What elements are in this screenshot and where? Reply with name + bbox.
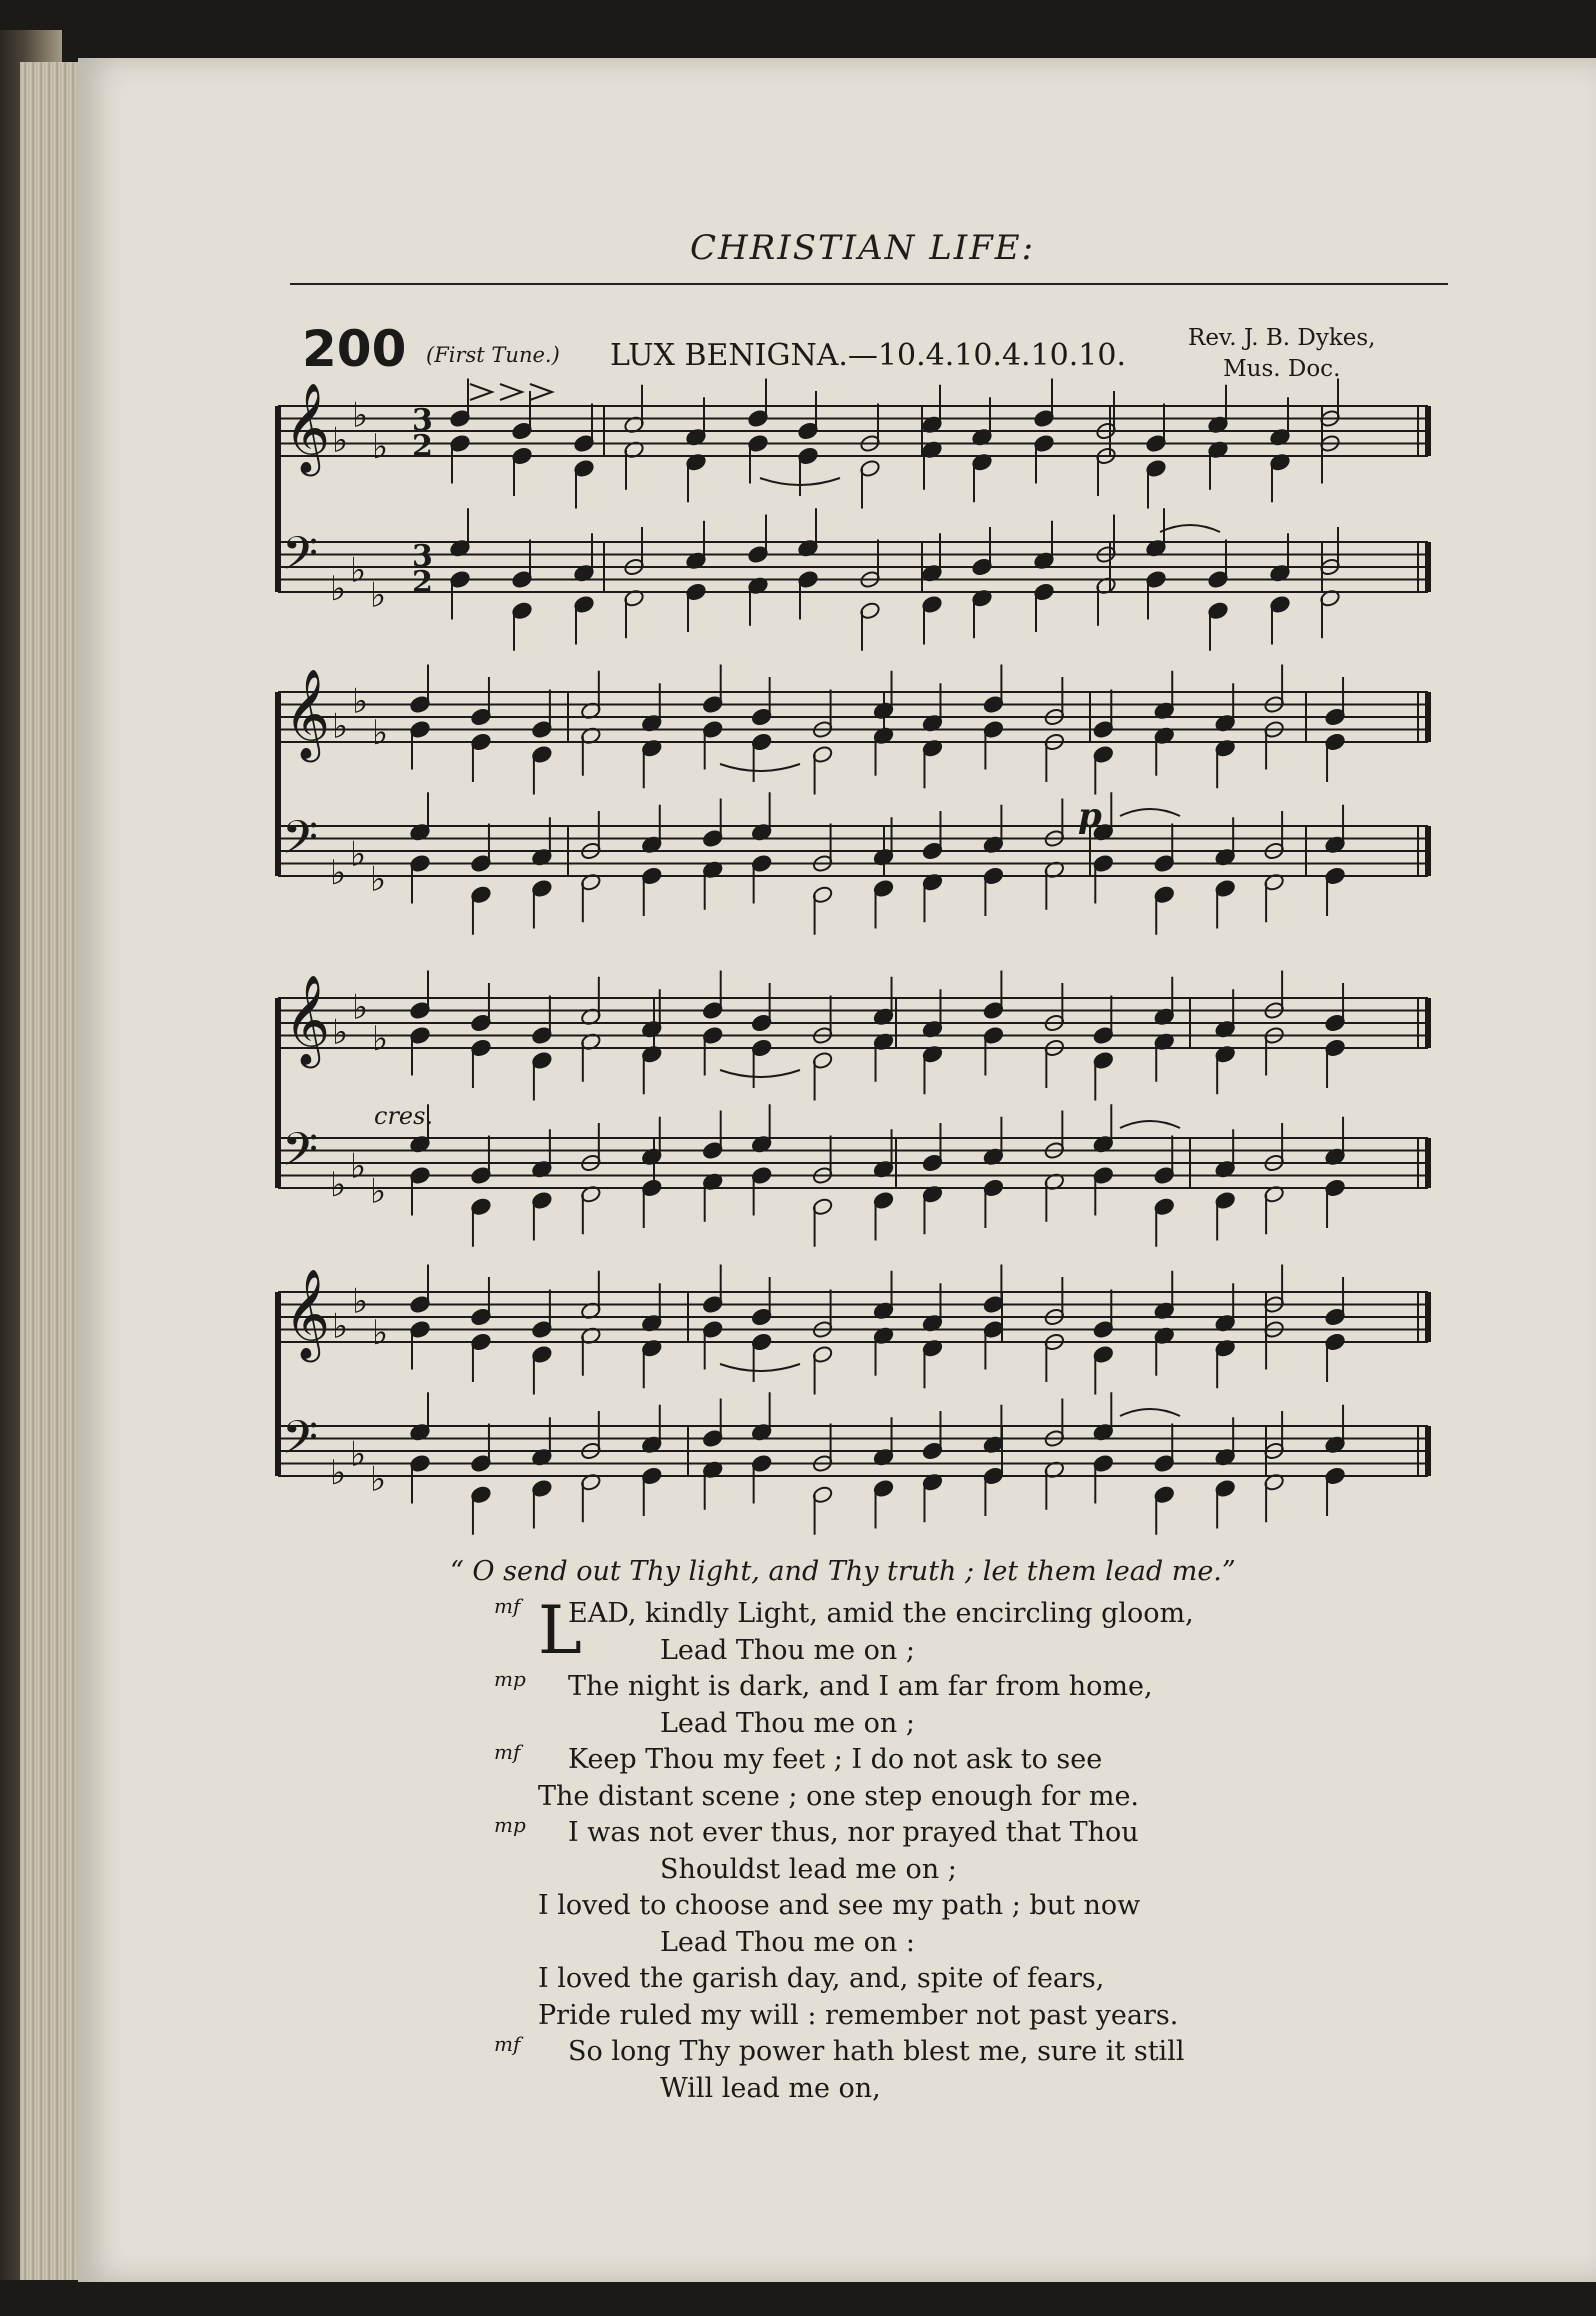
flat-sign: ♭	[352, 395, 369, 436]
slur	[720, 764, 800, 771]
treble-clef: 𝄞	[284, 975, 331, 1065]
flat-sign: ♭	[372, 1018, 389, 1059]
verse-line: I loved the garish day, and, spite of fears,	[538, 1963, 1105, 1994]
flat-sign: ♭	[330, 1165, 347, 1205]
bass-clef: 𝄢	[282, 527, 319, 592]
time-signature-bass-top: 3	[412, 539, 433, 574]
verse-line: Pride ruled my will : remember not past years.	[538, 1999, 1179, 2031]
time-signature-treble-bottom: 2	[412, 429, 433, 464]
time-signature-bass-bottom: 2	[412, 565, 433, 600]
flat-sign: ♭	[352, 987, 369, 1028]
verse-line: Will lead me on,	[660, 2072, 881, 2104]
flat-sign: ♭	[332, 420, 349, 461]
dynamic-piano: p	[1078, 796, 1102, 836]
epigraph: “ O send out Thy light, and Thy truth ; let them lead me.”	[450, 1556, 1236, 1587]
accent-mark	[470, 384, 492, 400]
flat-sign: ♭	[350, 1146, 367, 1187]
accent-mark	[500, 384, 522, 400]
verse-line: Keep Thou my feet ; I do not ask to see	[568, 1744, 1103, 1775]
verse-dynamic-mark: mf	[494, 2032, 521, 2056]
hymn-number: 200	[302, 320, 407, 378]
flat-sign: ♭	[332, 1306, 349, 1347]
treble-clef: 𝄞	[284, 669, 331, 759]
verse-dynamic-mark: mf	[494, 1740, 521, 1764]
verse-line: I loved to choose and see my path ; but now	[538, 1890, 1141, 1921]
verse-line: Lead Thou me on ;	[660, 1707, 915, 1739]
verse-dynamic-mark: mf	[494, 1594, 521, 1618]
flat-sign: ♭	[352, 1281, 369, 1322]
flat-sign: ♭	[332, 706, 349, 747]
bass-clef: 𝄢	[282, 811, 319, 876]
bass-clef: 𝄢	[282, 1411, 319, 1476]
dynamic-cres: cres.	[374, 1102, 434, 1130]
verse-dynamic-mark: mp	[494, 1813, 526, 1837]
verse-line: The distant scene ; one step enough for me.	[538, 1780, 1140, 1812]
flat-sign: ♭	[350, 1434, 367, 1475]
composer-name: Rev. J. B. Dykes,	[1188, 325, 1376, 351]
slur	[720, 1070, 800, 1077]
flat-sign: ♭	[372, 1312, 389, 1353]
flat-sign: ♭	[370, 1171, 387, 1212]
flat-sign: ♭	[370, 1459, 387, 1500]
tune-note: (First Tune.)	[426, 343, 560, 367]
verse-line: So long Thy power hath blest me, sure it still	[568, 2036, 1185, 2067]
flat-sign: ♭	[350, 834, 367, 875]
time-signature-treble-top: 3	[412, 403, 433, 438]
treble-clef: 𝄞	[284, 1269, 331, 1359]
bass-clef: 𝄢	[282, 1123, 319, 1188]
flat-sign: ♭	[352, 681, 369, 722]
flat-sign: ♭	[330, 569, 347, 609]
slur	[1120, 1409, 1180, 1416]
verse-line: Lead Thou me on :	[660, 1926, 915, 1958]
drop-cap: L	[538, 1592, 582, 1669]
tune-name: LUX BENIGNA.—10.4.10.4.10.10.	[610, 338, 1127, 373]
verse-dynamic-mark: mp	[494, 1667, 526, 1691]
slur	[1160, 525, 1220, 532]
verse-line: Lead Thou me on ;	[660, 1634, 915, 1666]
flat-sign: ♭	[350, 550, 367, 591]
flat-sign: ♭	[372, 426, 389, 467]
flat-sign: ♭	[332, 1012, 349, 1053]
slur	[1120, 809, 1180, 816]
treble-clef: 𝄞	[284, 383, 331, 473]
accent-mark	[530, 384, 552, 400]
flat-sign: ♭	[330, 853, 347, 893]
slur	[1120, 1121, 1180, 1128]
verse-line: The night is dark, and I am far from home,	[568, 1671, 1153, 1702]
verse-line: EAD, kindly Light, amid the encircling gloom,	[568, 1598, 1194, 1629]
flat-sign: ♭	[330, 1453, 347, 1493]
running-head: CHRISTIAN LIFE:	[690, 228, 1036, 268]
verse-line: Shouldst lead me on ;	[660, 1853, 957, 1885]
flat-sign: ♭	[372, 712, 389, 753]
verse-line: I was not ever thus, nor prayed that Thou	[568, 1817, 1139, 1848]
slur	[720, 1364, 800, 1371]
flat-sign: ♭	[370, 859, 387, 900]
flat-sign: ♭	[370, 575, 387, 616]
composer-degree: Mus. Doc.	[1223, 356, 1341, 382]
